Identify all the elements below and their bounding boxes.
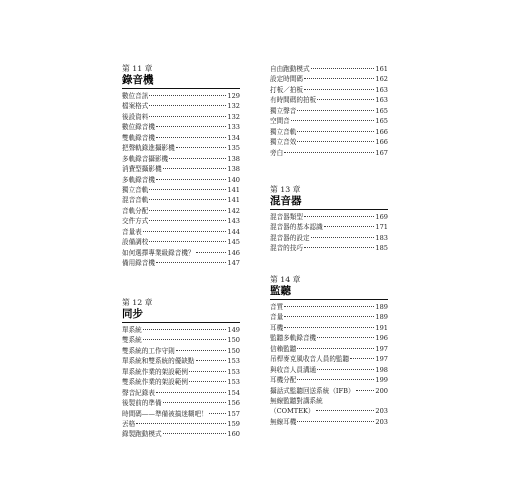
toc-entry [122, 195, 240, 205]
dot-leader [163, 402, 227, 403]
toc-entry-page: 156 [227, 399, 240, 408]
toc-entry [270, 137, 388, 147]
toc-entry-title: 無線監聽對講系統 [270, 396, 323, 405]
toc-entry [122, 429, 240, 439]
toc-entry-title: 設定時間碼 [270, 75, 303, 84]
toc-entry [122, 419, 240, 429]
dot-leader [209, 413, 227, 414]
toc-entry-page: 154 [227, 388, 240, 397]
toc-entry-page: 141 [227, 196, 240, 205]
toc-entry-title: 音量 [270, 313, 284, 322]
toc-entry [270, 148, 388, 158]
toc-entry-page: 191 [375, 323, 388, 332]
toc-entry-title: 檔案格式 [122, 102, 149, 111]
toc-entry-page: 149 [227, 326, 240, 334]
toc-entry-page: 133 [227, 123, 240, 132]
toc-entry [122, 175, 240, 185]
dot-leader [350, 358, 374, 359]
toc-entry [122, 154, 240, 164]
chapter-11-section [122, 64, 240, 268]
toc-entry-page: 163 [375, 96, 388, 105]
dot-leader [156, 126, 226, 127]
dot-leader [311, 68, 375, 69]
toc-entry [270, 127, 388, 137]
toc-entry-title: 丟格 [122, 419, 136, 428]
toc-entry-title: 獨立音軌 [270, 127, 297, 136]
toc-entry-title: 與收音人員溝通 [270, 365, 317, 374]
dot-leader [284, 306, 374, 307]
toc-entry-title: 錄製跑動模式 [122, 430, 162, 439]
toc-entry [122, 325, 240, 335]
dot-leader [149, 210, 226, 211]
chapter-label: 第 12 章 [122, 298, 153, 307]
dot-leader [304, 216, 374, 217]
toc-entry-page: 140 [227, 175, 240, 184]
chapter-12-section [122, 298, 240, 440]
toc-entry [122, 185, 240, 195]
chapter-label: 第 13 章 [270, 185, 301, 194]
toc-entry-list [270, 64, 388, 158]
toc-entry-page: 189 [375, 313, 388, 322]
toc-entry [122, 91, 240, 101]
toc-entry-title: 旁白 [270, 148, 284, 157]
toc-entry [270, 243, 388, 253]
toc-entry [270, 85, 388, 95]
toc-entry [122, 164, 240, 174]
toc-entry-page: 153 [227, 357, 240, 366]
toc-entry-list [270, 212, 388, 254]
chapter-title: 混音器 [270, 195, 302, 207]
toc-entry-page: 198 [375, 365, 388, 374]
toc-entry [122, 377, 240, 387]
toc-entry [122, 143, 240, 153]
toc-entry-page: 203 [375, 407, 388, 416]
toc-entry [270, 375, 388, 385]
toc-entry-page: 132 [227, 112, 240, 121]
toc-entry-title: 交件方式 [122, 217, 149, 226]
toc-entry-title: 攝話式監聽回送系統（IFB） [270, 386, 355, 395]
toc-entry-title: 多軌錄音攝影機 [122, 154, 169, 163]
toc-entry-title: 備用錄音機 [122, 259, 155, 267]
toc-entry-page: 162 [375, 75, 388, 84]
toc-entry [122, 227, 240, 237]
toc-entry-title: 混音器類型 [270, 213, 303, 221]
toc-entry-page: 165 [375, 106, 388, 115]
dot-leader [316, 410, 375, 411]
toc-entry [270, 212, 388, 222]
toc-entry-page: 129 [227, 92, 240, 100]
toc-entry-page: 157 [227, 409, 240, 418]
toc-entry-page: 161 [375, 65, 388, 73]
toc-entry-title: 單系統 [122, 326, 142, 334]
toc-entry-title: 時間碼——準備被搞迷糊吧！ [122, 409, 208, 418]
toc-entry [122, 398, 240, 408]
dot-leader [136, 423, 226, 424]
toc-entry-page: 160 [227, 430, 240, 439]
dot-leader [149, 241, 226, 242]
toc-entry-page: 146 [227, 248, 240, 257]
toc-entry-title: 混音的技巧 [270, 244, 303, 253]
dot-leader [156, 262, 226, 263]
toc-entry-page: 134 [227, 133, 240, 142]
toc-entry [270, 396, 388, 406]
toc-entry-title: 多軌錄音機 [122, 175, 155, 184]
toc-entry-list [270, 302, 388, 427]
dot-leader [297, 131, 374, 132]
dot-leader [169, 158, 226, 159]
dot-leader [317, 99, 374, 100]
toc-entry-title: 後製前的準備 [122, 399, 162, 408]
toc-entry-title: 監聽多軌錄音機 [270, 334, 317, 343]
chapter-label: 第 14 章 [270, 275, 301, 284]
toc-entry-page: 163 [375, 85, 388, 94]
toc-entry-title: 雙系統的工作守則 [122, 346, 175, 355]
toc-entry-title: 消費型攝影機 [122, 165, 162, 174]
toc-entry-title: 空間音 [270, 117, 290, 126]
chapter-13-section [270, 185, 388, 254]
toc-entry-page: 138 [227, 165, 240, 174]
toc-entry-page: 183 [375, 233, 388, 242]
toc-entry-page: 200 [375, 386, 388, 395]
dot-leader [291, 120, 375, 121]
dot-leader [149, 116, 226, 117]
toc-entry-title: 吊桿麥克風收音人員的監聽 [270, 355, 350, 364]
toc-entry [270, 312, 388, 322]
toc-entry-title: 雙軌錄音機 [122, 133, 155, 142]
toc-entry [122, 101, 240, 111]
toc-entry-page: 196 [375, 334, 388, 343]
dot-leader [196, 252, 227, 253]
toc-entry [270, 417, 388, 427]
toc-entry [122, 122, 240, 132]
toc-entry-page: 203 [375, 417, 388, 426]
dot-leader [284, 327, 374, 328]
dot-leader [304, 247, 374, 248]
toc-entry-page: 197 [375, 355, 388, 364]
toc-entry-page: 197 [375, 344, 388, 353]
toc-entry-page: 138 [227, 154, 240, 163]
toc-entry-list [122, 91, 240, 268]
toc-entry-page: 135 [227, 144, 240, 153]
chapter-12-continued [270, 64, 388, 158]
toc-entry-title: 音質 [270, 303, 284, 311]
toc-entry-title: 信賴監聽 [270, 344, 297, 353]
dot-leader [176, 350, 227, 351]
toc-entry-title: 有時間碼的拍板 [270, 96, 317, 105]
dot-leader [156, 137, 226, 138]
dot-leader [163, 433, 227, 434]
toc-entry [270, 106, 388, 116]
chapter-14-section [270, 275, 388, 427]
chapter-rule [270, 299, 388, 300]
toc-entry-page: 142 [227, 206, 240, 215]
toc-entry-page: 199 [375, 376, 388, 385]
toc-entry-page: 171 [375, 223, 388, 232]
dot-leader [149, 199, 226, 200]
toc-entry-page: 167 [375, 148, 388, 157]
dot-leader [284, 316, 374, 317]
toc-entry [270, 302, 388, 312]
toc-entry [122, 258, 240, 268]
toc-entry-title: 把聲軌錄進攝影機 [122, 144, 175, 153]
toc-entry [270, 116, 388, 126]
toc-entry [270, 222, 388, 232]
dot-leader [196, 360, 227, 361]
dot-leader [317, 337, 374, 338]
toc-entry-title: 獨立聲音 [270, 106, 297, 115]
chapter-rule [270, 209, 388, 210]
dot-leader [149, 95, 226, 96]
toc-entry-title: 數位音訊 [122, 92, 149, 100]
toc-entry-title: 後設資料 [122, 112, 149, 121]
dot-leader [297, 141, 374, 142]
toc-entry [270, 354, 388, 364]
dot-leader [284, 152, 374, 153]
toc-entry-page: 169 [375, 213, 388, 221]
toc-entry-title: 音軌分配 [122, 206, 149, 215]
toc-entry-page: 165 [375, 117, 388, 126]
toc-entry [270, 64, 388, 74]
toc-entry-title: 打板／拍板 [270, 85, 303, 94]
toc-entry-title: 耳機分配 [270, 376, 297, 385]
toc-entry-page: 143 [227, 217, 240, 226]
toc-entry-title: 單系統和雙系統的優缺點 [122, 357, 195, 366]
dot-leader [176, 147, 227, 148]
toc-entry [270, 74, 388, 84]
toc-entry-title: 自由跑動模式 [270, 65, 310, 73]
toc-entry [270, 233, 388, 243]
chapter-title: 監聽 [270, 285, 291, 297]
dot-leader [311, 237, 375, 238]
toc-entry-page: 147 [227, 259, 240, 267]
chapter-title: 錄音機 [122, 74, 154, 86]
dot-leader [304, 78, 374, 79]
toc-entry-page: 153 [227, 367, 240, 376]
dot-leader [156, 392, 226, 393]
toc-entry [122, 367, 240, 377]
toc-entry [122, 206, 240, 216]
toc-entry [122, 237, 240, 247]
toc-entry-page: 150 [227, 336, 240, 345]
toc-entry [270, 344, 388, 354]
toc-entry-title: 音量表 [122, 227, 142, 236]
dot-leader [143, 329, 227, 330]
dot-leader [304, 89, 374, 90]
chapter-rule [122, 88, 240, 89]
toc-entry-page: 150 [227, 346, 240, 355]
toc-entry-page: 145 [227, 238, 240, 247]
dot-leader [149, 220, 226, 221]
chapter-label: 第 11 章 [122, 64, 153, 73]
toc-entry-page: 166 [375, 127, 388, 136]
toc-entry [122, 248, 240, 258]
toc-entry-title: 獨立音效 [270, 138, 297, 147]
toc-entry [122, 216, 240, 226]
toc-entry-page: 189 [375, 303, 388, 311]
toc-entry-title: 如何選擇專業級錄音機？ [122, 248, 195, 257]
toc-entry-list [122, 325, 240, 440]
toc-entry [122, 346, 240, 356]
toc-entry [122, 409, 240, 419]
dot-leader [297, 379, 374, 380]
dot-leader [297, 421, 374, 422]
toc-entry [270, 365, 388, 375]
toc-entry-page: 159 [227, 419, 240, 428]
toc-entry-page: 166 [375, 138, 388, 147]
toc-entry-title: 混音音軌 [122, 196, 149, 205]
toc-entry [122, 388, 240, 398]
dot-leader [297, 348, 374, 349]
toc-entry [270, 386, 388, 396]
dot-leader [324, 226, 375, 227]
toc-entry-title: 混音器的基本認識 [270, 223, 323, 232]
dot-leader [149, 105, 226, 106]
toc-entry-title: 聲音紀錄表 [122, 388, 155, 397]
dot-leader [143, 339, 227, 340]
toc-entry [122, 112, 240, 122]
toc-entry [122, 356, 240, 366]
toc-entry [122, 335, 240, 345]
dot-leader [163, 168, 227, 169]
chapter-rule [122, 322, 240, 323]
toc-entry-title: 混音器的設定 [270, 233, 310, 242]
dot-leader [297, 110, 374, 111]
toc-entry [270, 323, 388, 333]
toc-entry-page: 185 [375, 244, 388, 253]
toc-entry-title: 無線耳機 [270, 417, 297, 426]
dot-leader [156, 179, 226, 180]
dot-leader [189, 371, 226, 372]
toc-entry-page: 144 [227, 227, 240, 236]
toc-entry-page: 153 [227, 378, 240, 387]
toc-entry [270, 95, 388, 105]
dot-leader [143, 231, 227, 232]
toc-entry-title: （COMTEK） [270, 407, 315, 416]
dot-leader [189, 381, 226, 382]
toc-entry [270, 406, 388, 416]
toc-entry-title: 單系統作業的架設範例 [122, 367, 188, 376]
toc-entry [270, 333, 388, 343]
dot-leader [356, 390, 375, 391]
toc-entry-title: 設備調校 [122, 238, 149, 247]
toc-entry-title: 數位錄音機 [122, 123, 155, 132]
dot-leader [317, 369, 374, 370]
toc-entry-page: 141 [227, 185, 240, 194]
toc-entry-page: 132 [227, 102, 240, 111]
toc-entry-title: 雙系統作業的架設範例 [122, 378, 188, 387]
chapter-title: 同步 [122, 308, 143, 320]
toc-entry-title: 耳機 [270, 323, 284, 332]
dot-leader [149, 189, 226, 190]
toc-entry-title: 雙系統 [122, 336, 142, 345]
toc-entry [122, 133, 240, 143]
toc-entry-title: 獨立音軌 [122, 185, 149, 194]
